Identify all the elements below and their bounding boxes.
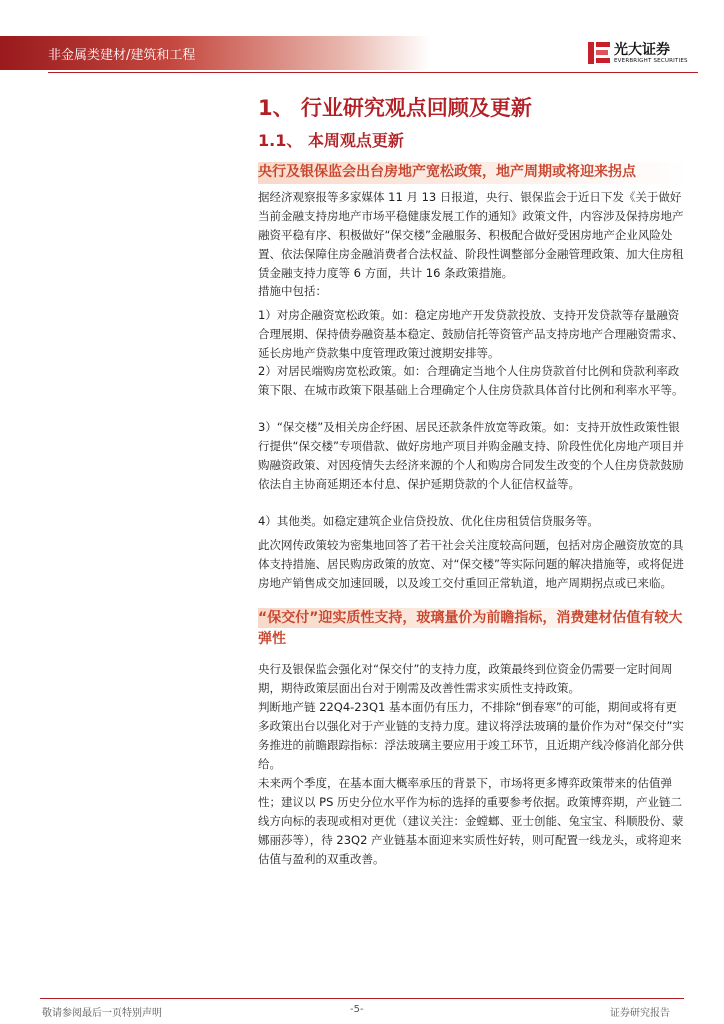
paragraph-measures-intro: 措施中包括： xyxy=(258,284,327,298)
paragraph-measure-1: 1）对房企融资宽松政策。如：稳定房地产开发贷款投放、支持开发贷款等存量融资合理展期、保持债券融资基本稳定、鼓励信托等资管产品支持房地产合理融资需求、延长房地产贷款集中度管理政策过渡期安排等。 xyxy=(258,308,684,360)
footer-divider xyxy=(40,998,684,999)
paragraph-measure-4: 4）其他类。如稳定建筑企业信贷投放、优化住房租赁信贷服务等。 xyxy=(258,514,599,528)
paragraph-glass-indicator: 判断地产链 22Q4-23Q1 基本面仍有压力，不排除“倒春寒”的可能，期间或将有更多政策出台以强化对于产业链的支持力度。建议将浮法玻璃的量价作为对“保交付”实务推进的前瞻跟踪指标：浮法玻璃主要应用于竣工环节，且近期产线冷修消化部分供给。 xyxy=(258,700,684,771)
everbright-logo-icon xyxy=(588,40,610,66)
footer-doc-type: 证券研究报告 xyxy=(610,1008,670,1019)
paragraph-delivery-support: 央行及银保监会强化对“保交付”的支持力度，政策最终到位资金仍需要一定时间周期，期待政策层面出台对于刚需及改善性需求实质性支持政策。 xyxy=(258,662,673,695)
company-logo xyxy=(588,38,698,68)
logo-text-cn: 光大证券 xyxy=(614,42,670,58)
header-divider xyxy=(48,72,698,73)
topic-heading-delivery xyxy=(258,608,688,650)
topic-heading-delivery-text: “保交付”迎实质性支持，玻璃量价为前瞻指标，消费建材估值有较大弹性 xyxy=(258,610,683,647)
topic-heading-policy: 央行及银保监会出台房地产宽松政策，地产周期或将迎来拐点 xyxy=(258,162,688,184)
page-number: -5- xyxy=(350,1004,364,1015)
footer-disclaimer: 敬请参阅最后一页特别声明 xyxy=(42,1008,162,1019)
logo-text-en: EVERBRIGHT SECURITIES xyxy=(614,58,688,64)
subsection-heading: 1.1、 本周观点更新 xyxy=(258,131,404,150)
paragraph-valuation-outlook: 未来两个季度，在基本面大概率承压的背景下，市场将更多博弈政策带来的估值弹性；建议以 PS 历史分位水平作为标的选择的重要参考依据。政策博弈期，产业链二线方向标的表现或相对更优（建议关注：金螳螂、亚士创能、兔宝宝、科顺股份、蒙娜丽莎等），待 23Q2 产业链基本面迎来实质性好转，则可配置一线龙头，或将迎来估值与盈利的双重改善。 xyxy=(258,776,684,866)
paragraph-summary: 此次网传政策较为密集地回答了若干社会关注度较高问题，包括对房企融资放宽的具体支持措施、居民购房政策的放宽、对“保交楼”等实际问题的解决措施等，或将促进房地产销售成交加速回暖，以及竣工交付重回正常轨道，地产周期拐点或已来临。 xyxy=(258,538,684,590)
paragraph-measure-3: 3）“保交楼”及相关房企纾困、居民还款条件放宽等政策。如：支持开放性政策性银行提供“保交楼”专项借款、做好房地产项目并购金融支持、阶段性优化房地产项目并购融资政策、对因疫情失去经济来源的个人和购房合同发生改变的个人住房贷款鼓励依法自主协商延期还本付息、保护延期贷款的个人征信权益等。 xyxy=(258,420,684,491)
section-heading: 1、 行业研究观点回顾及更新 xyxy=(258,96,532,120)
header-category: 非金属类建材/建筑和工程 xyxy=(48,48,196,63)
paragraph-measure-2: 2）对居民端购房宽松政策。如：合理确定当地个人住房贷款首付比例和贷款利率政策下限、在城市政策下限基础上合理确定个人住房贷款具体首付比例和利率水平等。 xyxy=(258,364,684,397)
paragraph-news: 据经济观察报等多家媒体 11 月 13 日报道，央行、银保监会于近日下发《关于做好当前金融支持房地产市场平稳健康发展工作的通知》政策文件，内容涉及保持房地产融资平稳有序、积极做好“保交楼”金融服务、积极配合做好受困房地产企业风险处置、依法保障住房金融消费者合法权益、阶段性调整部分金融管理政策、加大住房租赁金融支持力度等 6 方面，共计 16 条政策措施。 xyxy=(258,190,684,280)
